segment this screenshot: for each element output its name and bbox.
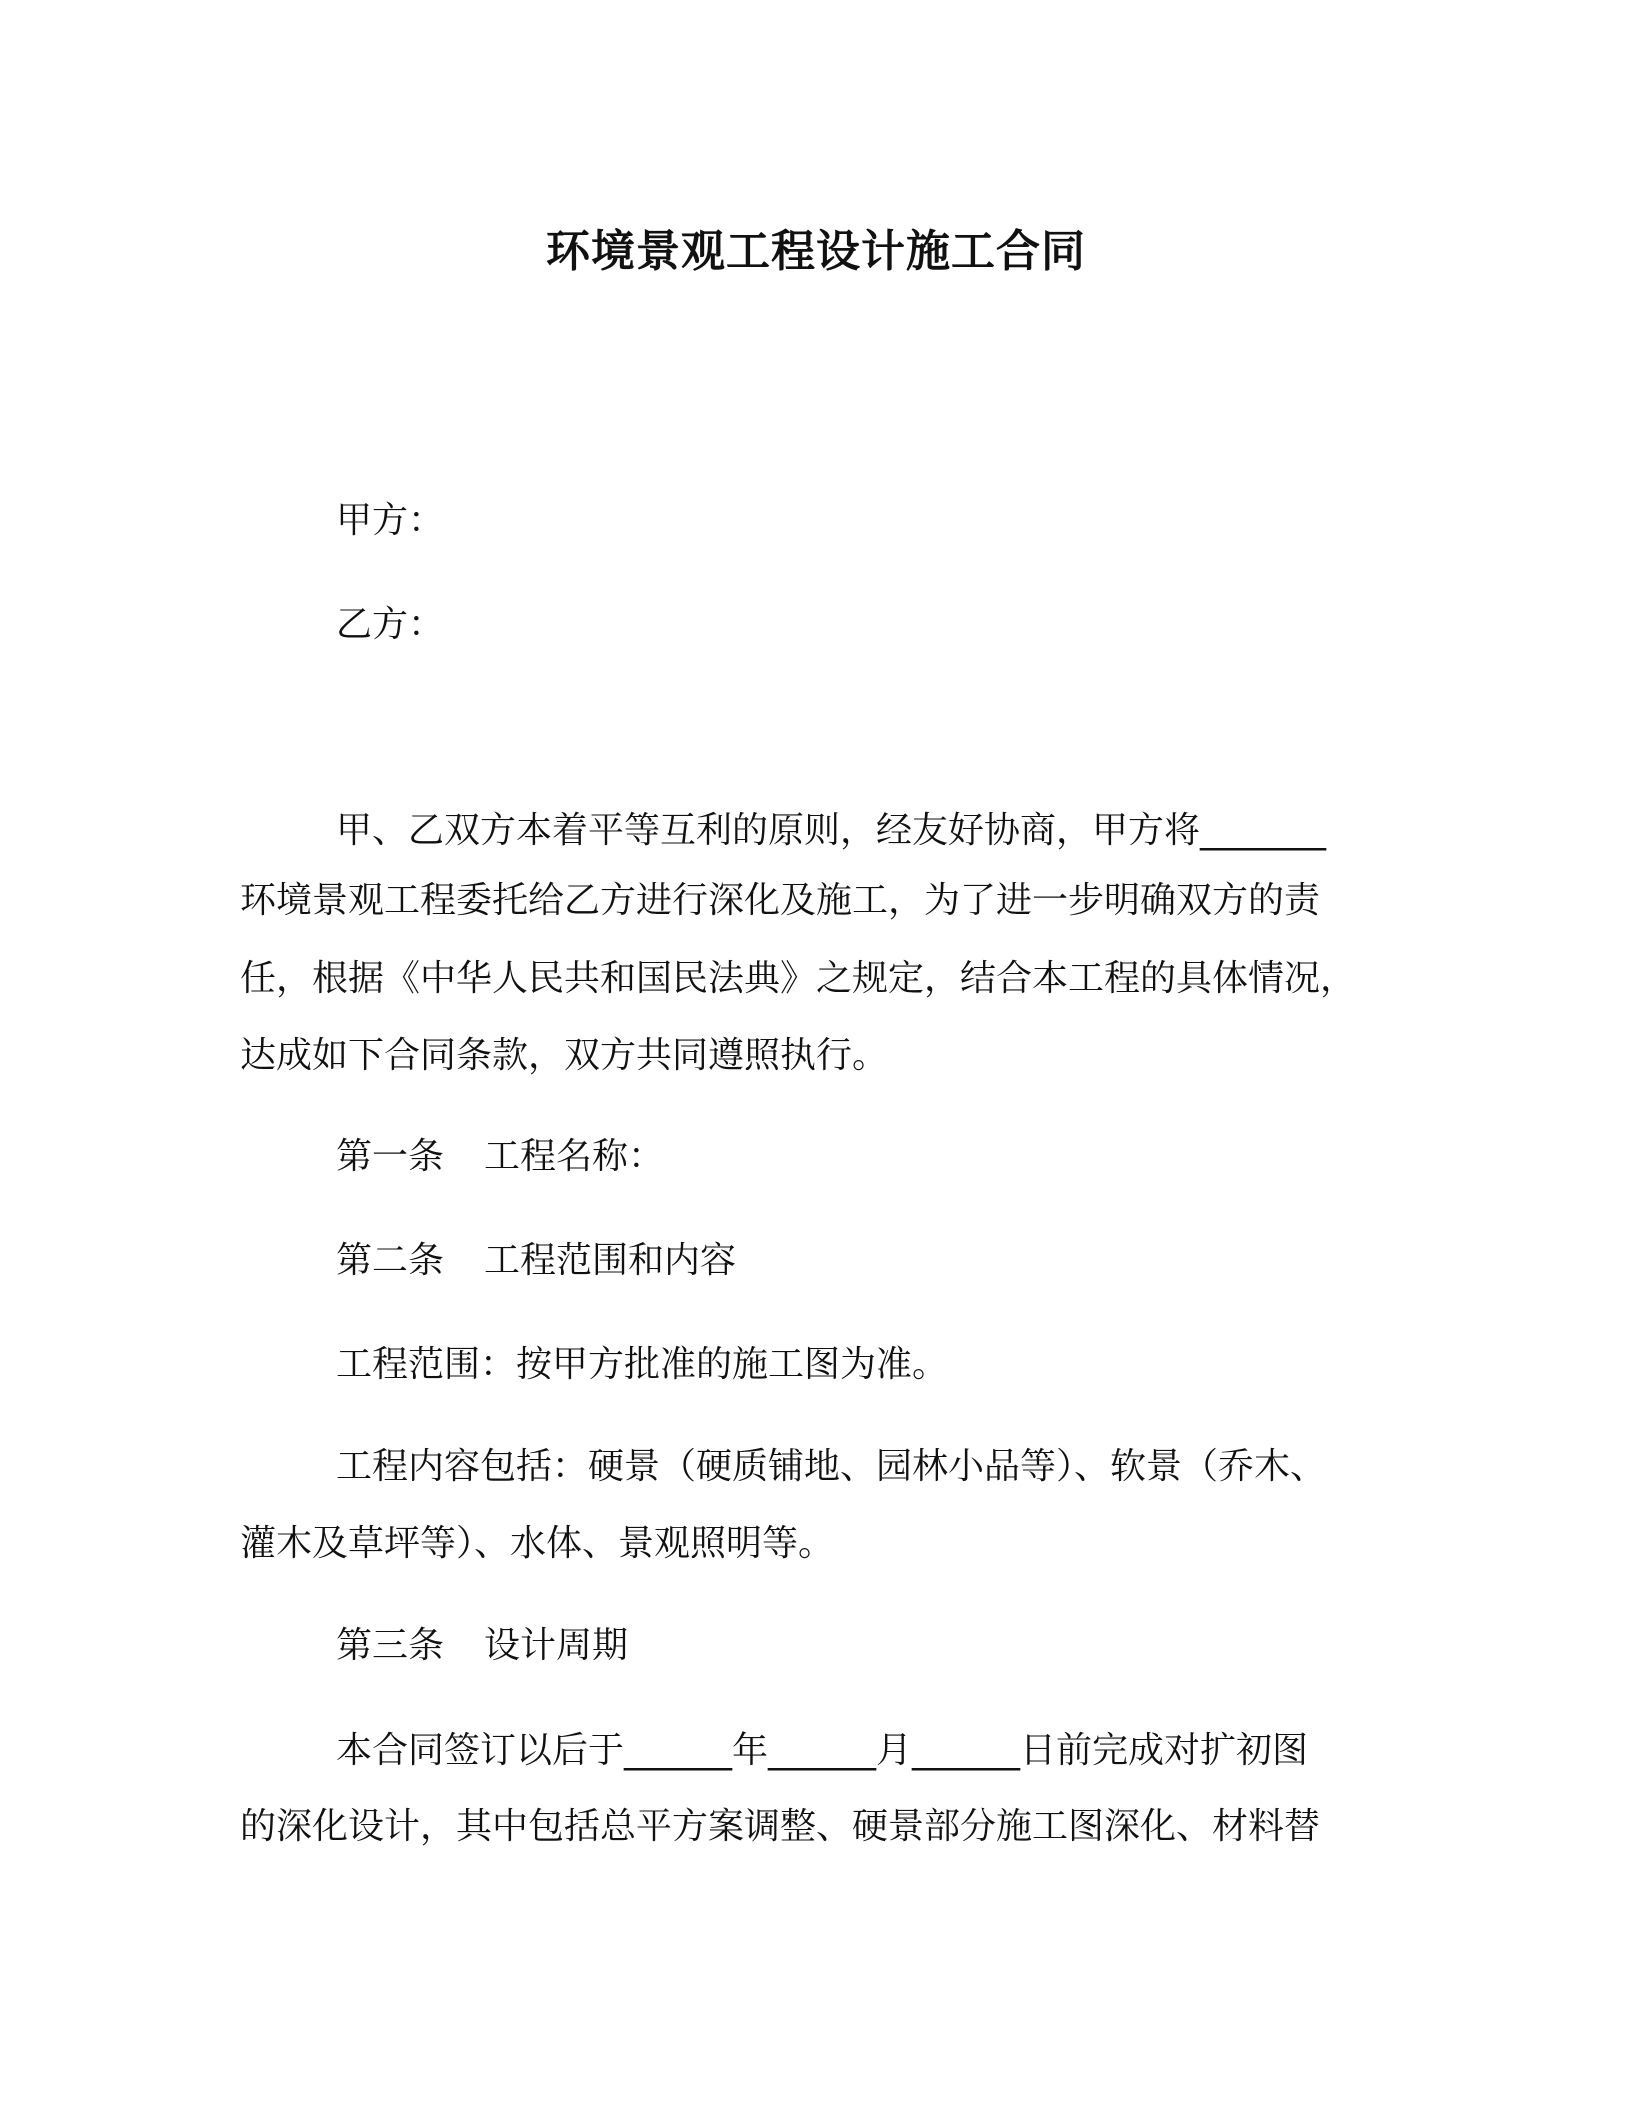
intro-line-2: 环境景观工程委托给乙方进行深化及施工，为了进一步明确双方的责 <box>240 880 1321 921</box>
document-title: 环境景观工程设计施工合同 <box>546 226 1086 277</box>
intro-line-1: 甲、乙双方本着平等互利的原则，经友好协商，甲方将_______ <box>336 810 1327 851</box>
content-line-2: 灌木及草坪等）、水体、景观照明等。 <box>240 1523 835 1564</box>
party-b-label: 乙方： <box>336 604 445 645</box>
party-a-label: 甲方： <box>336 500 445 541</box>
article-1-heading: 工程名称： <box>484 1136 665 1177</box>
article-2-heading: 工程范围和内容 <box>484 1240 737 1281</box>
article-3-heading: 设计周期 <box>484 1625 629 1666</box>
intro-line-4: 达成如下合同条款，双方共同遵照执行。 <box>240 1035 889 1076</box>
article-1-number: 第一条 <box>336 1136 445 1177</box>
scope-paragraph: 工程范围：按甲方批准的施工图为准。 <box>336 1344 949 1385</box>
schedule-line-2: 的深化设计，其中包括总平方案调整、硬景部分施工图深化、材料替 <box>240 1806 1321 1847</box>
article-3-number: 第三条 <box>336 1625 445 1666</box>
content-line-1: 工程内容包括：硬景（硬质铺地、园林小品等）、软景（乔木、 <box>336 1446 1327 1487</box>
article-3 <box>336 1622 628 1670</box>
article-2-number: 第二条 <box>336 1240 445 1281</box>
intro-line-3: 任，根据《中华人民共和国民法典》之规定，结合本工程的具体情况， <box>240 958 1357 999</box>
article-2 <box>336 1237 736 1285</box>
schedule-line-1: 本合同签订以后于______年______月______日前完成对扩初图 <box>336 1730 1309 1771</box>
article-1 <box>336 1133 664 1181</box>
